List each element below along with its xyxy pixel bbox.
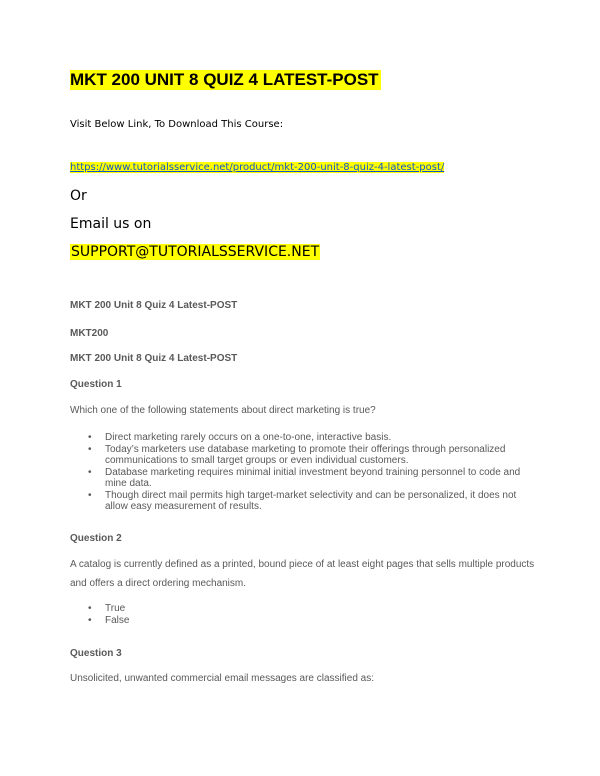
quiz-subheading: MKT 200 Unit 8 Quiz 4 Latest-POST: [70, 353, 238, 364]
support-email[interactable]: SUPPORT@TUTORIALSSERVICE.NET: [71, 244, 320, 260]
list-item: • Today’s marketers use database marketing to promote their offerings through personalized communications to small target groups or even individual customers.: [70, 444, 530, 467]
or-text: Or: [70, 188, 87, 204]
list-item: • True: [70, 603, 530, 615]
visit-text: Visit Below Link, To Download This Course:: [70, 119, 284, 130]
course-link[interactable]: https://www.tutorialsservice.net/product/mkt-200-unit-8-quiz-4-latest-post/: [70, 162, 445, 173]
question-1-label: Question 1: [70, 379, 122, 390]
list-item: • False: [70, 615, 530, 627]
question-3-text: Unsolicited, unwanted commercial email messages are classified as:: [70, 673, 375, 684]
quiz-heading: MKT 200 Unit 8 Quiz 4 Latest-POST: [70, 300, 238, 311]
title-block: [70, 70, 381, 90]
question-2-label: Question 2: [70, 533, 122, 544]
question-3-label: Question 3: [70, 648, 122, 659]
email-label: Email us on: [70, 216, 152, 232]
question-1-options: [70, 432, 530, 513]
list-item: • Though direct mail permits high target-market selectivity and can be personalized, it does not allow easy measurement of results.: [70, 490, 530, 513]
document-title: MKT 200 UNIT 8 QUIZ 4 LATEST-POST: [70, 70, 379, 89]
list-item: • Direct marketing rarely occurs on a one-to-one, interactive basis.: [70, 432, 530, 444]
course-code: MKT200: [70, 328, 109, 339]
list-item: • Database marketing requires minimal initial investment beyond training personnel to code and mine data.: [70, 467, 530, 490]
question-2-options: [70, 603, 530, 626]
question-2-text-line2: and offers a direct ordering mechanism.: [70, 578, 247, 589]
question-1-text: Which one of the following statements about direct marketing is true?: [70, 405, 376, 416]
question-2-text-line1: A catalog is currently defined as a printed, bound piece of at least eight pages that sells multiple products: [70, 559, 535, 570]
